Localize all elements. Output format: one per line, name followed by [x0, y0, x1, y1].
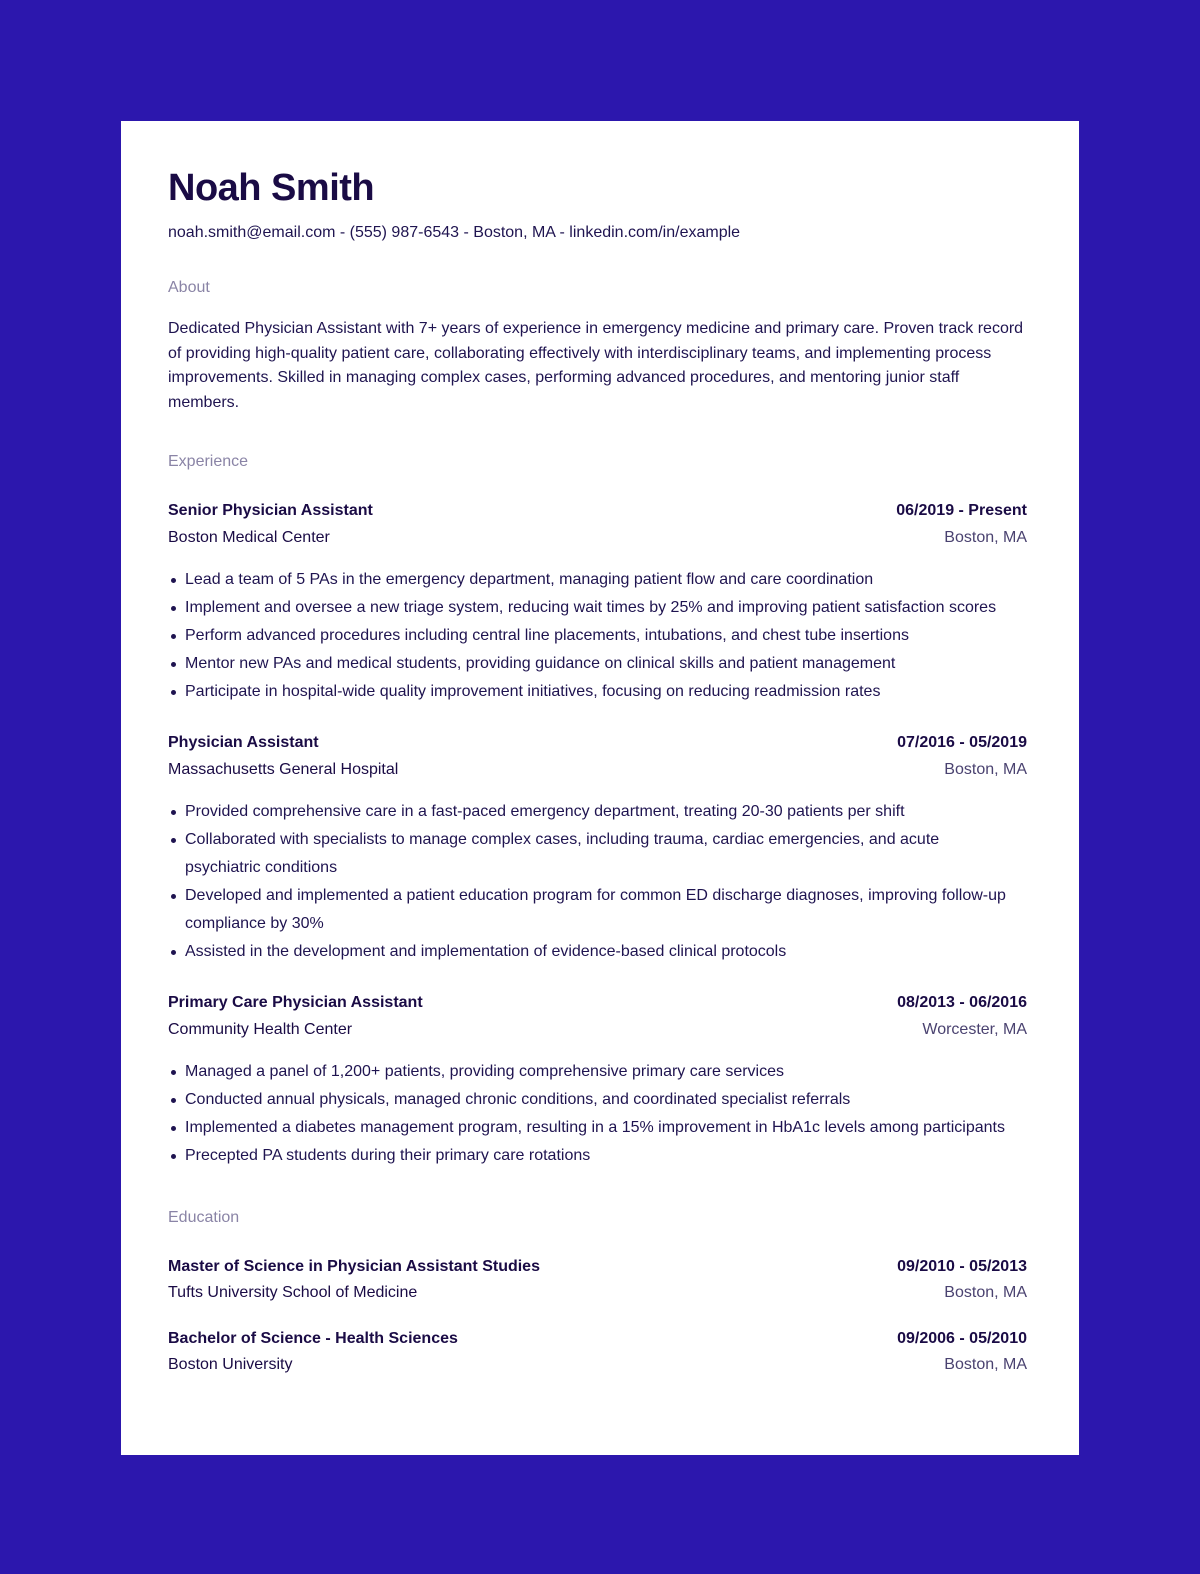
job-bullet-list [168, 566, 1027, 706]
job-dates: 06/2019 - Present [896, 502, 1027, 519]
resume-name: Noah Smith [168, 167, 375, 209]
job-bullet: Mentor new PAs and medical students, providing guidance on clinical skills and patient management [185, 650, 1027, 678]
school-name: Tufts University School of Medicine [168, 1284, 418, 1301]
section-heading-education: Education [168, 1209, 240, 1226]
experience-entry [168, 732, 1027, 966]
education-entry [168, 1256, 1027, 1304]
job-bullet: Participate in hospital-wide quality improvement initiatives, focusing on reducing readmission rates [185, 678, 1027, 706]
job-location: Boston, MA [944, 761, 1027, 778]
resume-page [121, 121, 1079, 1455]
experience-entry [168, 500, 1027, 706]
school-location: Boston, MA [944, 1356, 1027, 1373]
job-dates: 07/2016 - 05/2019 [897, 734, 1027, 751]
job-bullet: Assisted in the development and implementation of evidence-based clinical protocols [185, 938, 1027, 966]
education-dates: 09/2006 - 05/2010 [897, 1330, 1027, 1347]
about-summary: Dedicated Physician Assistant with 7+ years of experience in emergency medicine and primary care. Proven track record of providing high-quality patient care, collaborating effectively with interdisciplinary teams, and implementing process improvements. Skilled in managing complex cases, performing advanced procedures, and mentoring junior staff members. [168, 320, 1024, 411]
education-dates: 09/2010 - 05/2013 [897, 1258, 1027, 1275]
job-bullet-list [168, 798, 1027, 966]
degree-title: Bachelor of Science - Health Sciences [168, 1330, 458, 1347]
job-bullet: Provided comprehensive care in a fast-paced emergency department, treating 20-30 patients per shift [185, 798, 1027, 826]
job-bullet: Precepted PA students during their primary care rotations [185, 1142, 1027, 1170]
job-employer: Boston Medical Center [168, 529, 330, 546]
job-bullet: Lead a team of 5 PAs in the emergency department, managing patient flow and care coordination [185, 566, 1027, 594]
education-entry [168, 1328, 1027, 1376]
job-location: Boston, MA [944, 529, 1027, 546]
degree-title: Master of Science in Physician Assistant Studies [168, 1258, 540, 1275]
contact-line: noah.smith@email.com - (555) 987-6543 - Boston, MA - linkedin.com/in/example [168, 224, 741, 241]
job-bullet: Managed a panel of 1,200+ patients, providing comprehensive primary care services [185, 1058, 1027, 1086]
job-title: Physician Assistant [168, 734, 319, 751]
job-bullet-list [168, 1058, 1027, 1170]
job-dates: 08/2013 - 06/2016 [897, 994, 1027, 1011]
school-location: Boston, MA [944, 1284, 1027, 1301]
job-bullet: Perform advanced procedures including central line placements, intubations, and chest tube insertions [185, 622, 1027, 650]
job-bullet: Implement and oversee a new triage system, reducing wait times by 25% and improving patient satisfaction scores [185, 594, 1027, 622]
job-employer: Massachusetts General Hospital [168, 761, 399, 778]
job-employer: Community Health Center [168, 1021, 353, 1038]
job-bullet: Conducted annual physicals, managed chronic conditions, and coordinated specialist referrals [185, 1086, 1027, 1114]
school-name: Boston University [168, 1356, 293, 1373]
experience-entry [168, 992, 1027, 1170]
job-bullet: Implemented a diabetes management program, resulting in a 15% improvement in HbA1c levels among participants [185, 1114, 1027, 1142]
job-title: Primary Care Physician Assistant [168, 994, 423, 1011]
job-bullet: Developed and implemented a patient education program for common ED discharge diagnoses, improving follow-up compliance by 30% [185, 882, 1027, 938]
job-bullet: Collaborated with specialists to manage complex cases, including trauma, cardiac emergencies, and acute psychiatric conditions [185, 826, 1027, 882]
job-location: Worcester, MA [922, 1021, 1027, 1038]
section-heading-experience: Experience [168, 453, 249, 470]
job-title: Senior Physician Assistant [168, 502, 373, 519]
section-heading-about: About [168, 279, 210, 296]
